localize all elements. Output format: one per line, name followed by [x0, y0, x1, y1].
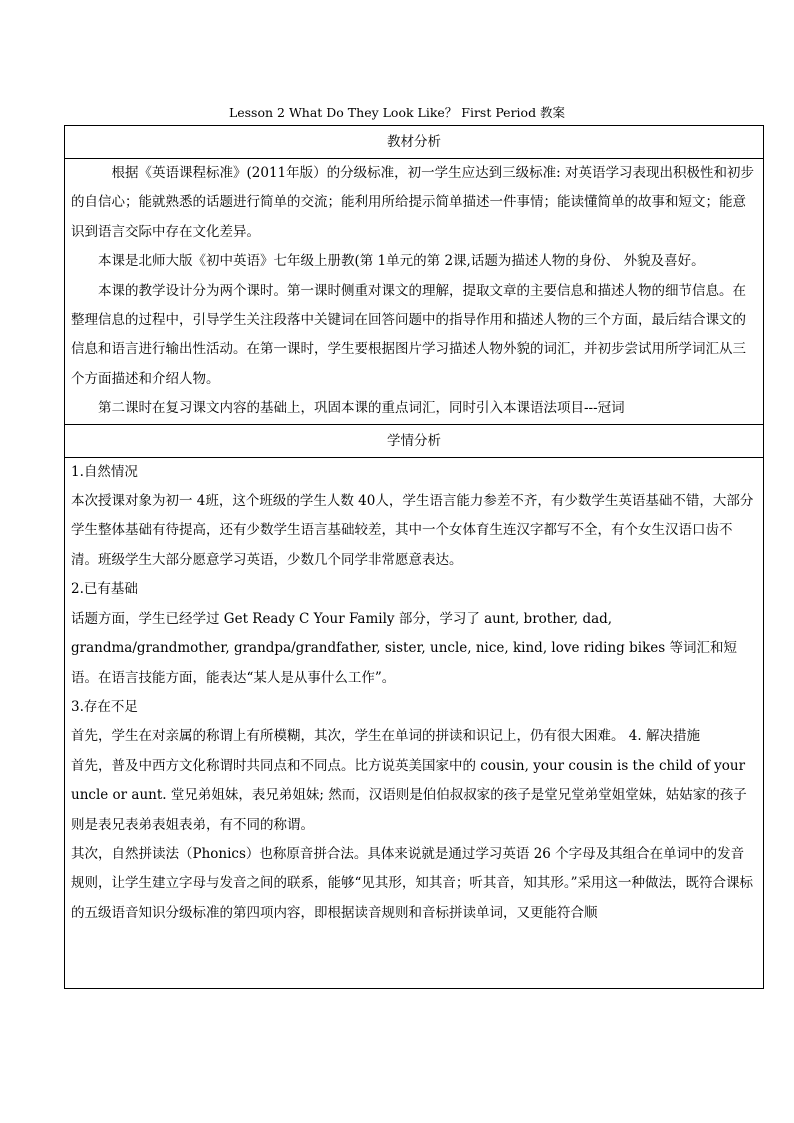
- document-title: Lesson 2 What Do They Look Like？ First Period 教案: [228, 105, 566, 120]
- paragraph: 首先，学生在对亲属的称谓上有所模糊，其次，学生在单词的拼读和识记上，仍有很大困难。 4. 解决措施: [71, 728, 700, 745]
- subsection-title: 3.存在不足: [71, 698, 138, 715]
- paragraph: 话题方面，学生已经学过 Get Ready C Your Family 部分，学习了 aunt, brother, dad, grandma/grandmother, grandpa/grandfather, sister, uncle, nice, kind, love riding bikes 等词汇和短语。在语言技能方面，能表达“某人是从事什么工作”。: [71, 610, 737, 686]
- student-analysis-content: [65, 457, 764, 988]
- section-heading-textbook-analysis: [65, 126, 764, 159]
- subsection-title: 2.已有基础: [71, 581, 138, 598]
- section-heading-student-analysis: [65, 424, 764, 457]
- paragraph: 首先，普及中西方文化称谓时共同点和不同点。比方说英美国家中的 cousin, your cousin is the child of your uncle or aunt. 堂兄弟姐妹，表兄弟姐妹; 然而，汉语则是伯伯叔叔家的孩子是堂兄堂弟堂姐堂妹，姑姑家的孩子则是表兄表弟表姐表弟，有不同的称谓。: [71, 757, 747, 833]
- heading-text: 学情分析: [387, 432, 441, 449]
- paragraph: 本课是北师大版《初中英语》七年级上册教(第 1单元的第 2课,话题为描述人物的身份、 外貌及喜好。: [98, 253, 705, 270]
- paragraph: 根据《英语课程标准》(2011年版）的分级标准，初一学生应达到三级标准: 对英语学习表现出积极性和初步的自信心；能就熟悉的话题进行简单的交流；能利用所给提示简单描述一件事情；能读懂简单的故事和短文；能意识到语言交际中存在文化差异。: [71, 165, 754, 240]
- subsection-title: 1.自然情况: [71, 463, 138, 480]
- paragraph: 本课的教学设计分为两个课时。第一课时侧重对课文的理解，提取文章的主要信息和描述人物的细节信息。在整理信息的过程中，引导学生关注段落中关键词在回答问题中的指导作用和描述人物的三个方面，最后结合课文的信息和语言进行输出性活动。在第一课时，学生要根据图片学习描述人物外貌的词汇，并初步尝试用所学词汇从三个方面描述和介绍人物。: [71, 282, 746, 387]
- lesson-plan-table: [64, 125, 764, 989]
- heading-text: 教材分析: [387, 134, 441, 150]
- paragraph: 第二课时在复习课文内容的基础上，巩固本课的重点词汇，同时引入本课语法项目---冠词: [98, 400, 625, 417]
- paragraph: 本次授课对象为初一 4班，这个班级的学生人数 40人，学生语言能力参差不齐，有少数学生英语基础不错，大部分学生整体基础有待提高，还有少数学生语言基础较差，其中一个女体育生连汉字都写不全，有个女生汉语口齿不清。班级学生大部分愿意学习英语，少数几个同学非常愿意表达。: [71, 493, 754, 568]
- textbook-analysis-content: [65, 159, 764, 425]
- paragraph: 其次，自然拼读法（Phonics）也称原音拼合法。具体来说就是通过学习英语 26 个字母及其组合在单词中的发音规则，让学生建立字母与发音之间的联系，能够“见其形，知其音；听其音，知其形。”采用这一种做法，既符合课标的五级语音知识分级标准的第四项内容，即根据读音规则和音标拼读单词，又更能符合顺: [71, 845, 754, 921]
